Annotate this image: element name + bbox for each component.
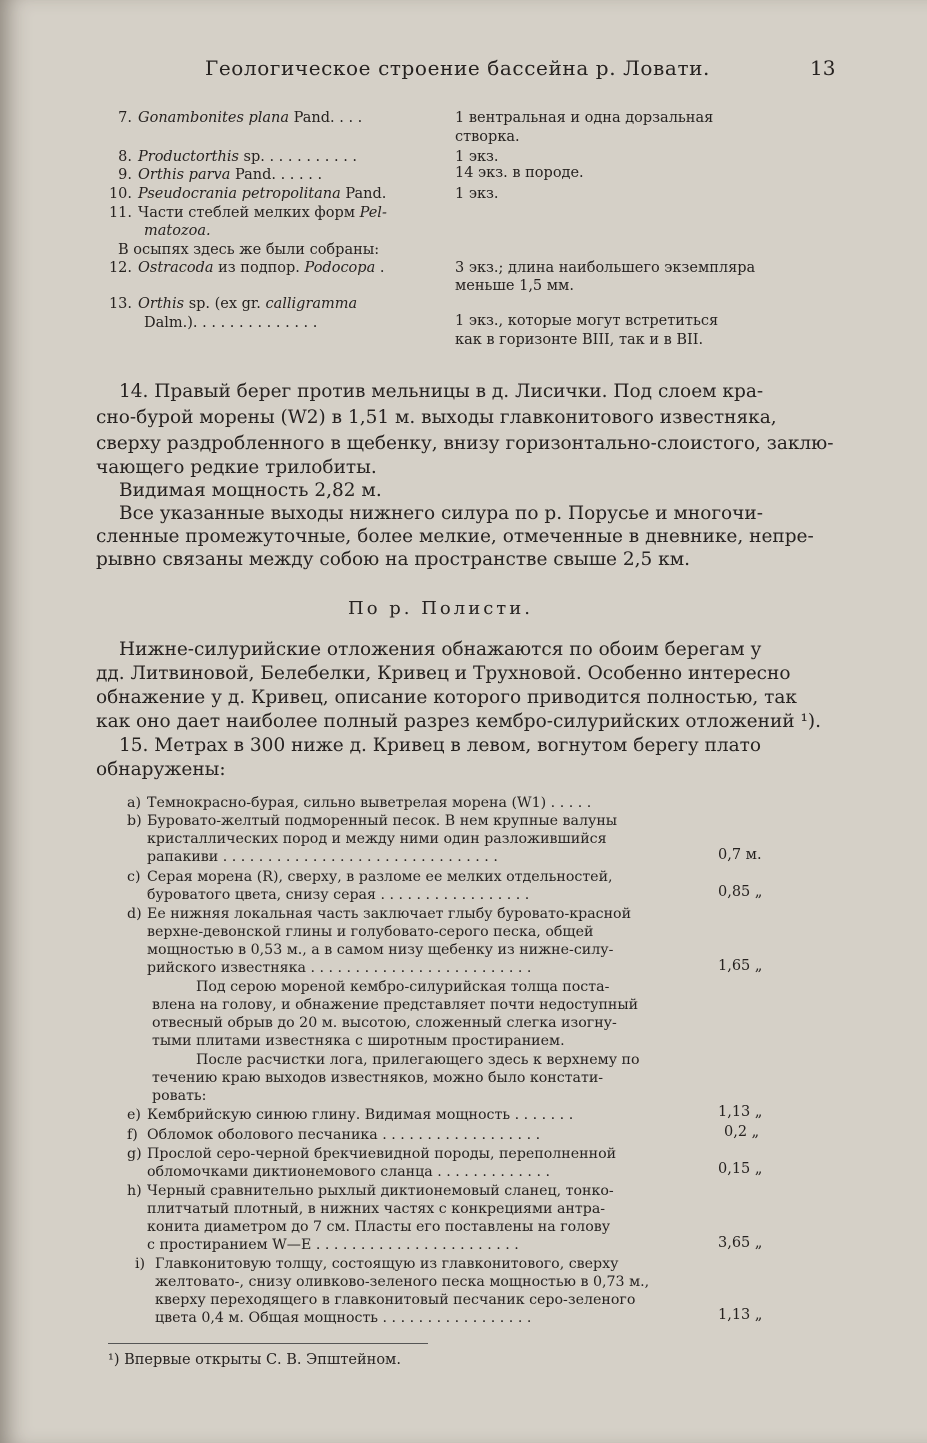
footnote: ¹) Впервые открыты С. В. Эпштейном. (108, 1352, 401, 1368)
profile-note-line: отвесный обрыв до 20 м. высотою, сложенный слегка изогну- (152, 1015, 617, 1031)
profile-note-line: Под серою мореной кембро-силурийская толща поста- (196, 979, 610, 995)
thickness-value: 1,13 „ (718, 1104, 763, 1120)
species-item: 9. Orthis parva Pand. . . . . . (118, 167, 323, 183)
body-line: обнажение у д. Кривец, описание которого приводится полностью, так (96, 687, 797, 708)
species-item-cont: matozoa. (144, 223, 211, 239)
body-line: Все указанные выходы нижнего силура по р. Порусье и многочи- (119, 503, 763, 524)
profile-line: плитчатый плотный, в нижних частях с конкрециями антра- (147, 1201, 606, 1217)
thickness-value: 0,85 „ (718, 884, 763, 900)
species-note: меньше 1,5 мм. (455, 278, 574, 294)
body-line: 15. Метрах в 300 ниже д. Кривец в левом, вогнутом берегу плато (119, 735, 762, 756)
thickness-value: 1,65 „ (718, 958, 763, 974)
profile-note-line: После расчистки лога, прилегающего здесь к верхнему по (196, 1052, 640, 1068)
body-line: чающего редкие трилобиты. (96, 457, 377, 478)
body-line: 14. Правый берег против мельницы в д. Лисички. Под слоем кра- (119, 381, 764, 402)
species-item: 13. Orthis sp. (ex gr. calligramma (108, 296, 358, 312)
species-note: 3 экз.; длина наибольшего экземпляра (455, 260, 756, 276)
profile-item: e) Кембрийскую синюю глину. Видимая мощность . . . . . . . (127, 1107, 574, 1123)
species-item: 8. Productorthis sp. . . . . . . . . . . (118, 149, 358, 165)
profile-line: обломочками диктионемового сланца . . . . . . . . . . . . . (147, 1164, 550, 1180)
species-item: 12. Ostracoda из подпор. Podocopa . (108, 260, 385, 276)
thickness-value: 0,2 „ (724, 1124, 760, 1140)
profile-note-line: влена на голову, и обнажение представляет почти недоступный (152, 997, 639, 1013)
body-line: рывно связаны между собою на пространстве свыше 2,5 км. (96, 549, 690, 570)
profile-note-line: течению краю выходов известняков, можно было констати- (152, 1070, 604, 1086)
body-line: сленные промежуточные, более мелкие, отмеченные в дневнике, непре- (96, 526, 814, 547)
thickness-value: 0,15 „ (718, 1161, 763, 1177)
profile-item: h) Черный сравнительно рыхлый диктионемовый сланец, тонко- (127, 1183, 614, 1199)
profile-item: a) Темнокрасно-бурая, сильно выветрелая морена (W1) . . . . . (127, 795, 592, 811)
species-note: 14 экз. в породе. (455, 165, 584, 181)
body-line: Нижне-силурийские отложения обнажаются по обоим берегам у (119, 639, 762, 660)
body-line: Видимая мощность 2,82 м. (119, 480, 382, 501)
thickness-value: 0,7 м. (718, 847, 762, 863)
species-intro: В осыпях здесь же были собраны: (118, 242, 380, 258)
profile-line: буроватого цвета, снизу серая . . . . . . . . . . . . . . . . . (147, 887, 530, 903)
profile-line: рийского известняка . . . . . . . . . . . . . . . . . . . . . . . . . (147, 960, 532, 976)
species-note: 1 экз. (455, 186, 499, 202)
profile-line: мощностью в 0,53 м., а в самом низу щебенку из нижне-силу- (147, 942, 614, 958)
thickness-value: 1,13 „ (718, 1307, 763, 1323)
profile-line: с простиранием W—E . . . . . . . . . . . . . . . . . . . . . . . (147, 1237, 519, 1253)
body-line: дд. Литвиновой, Белебелки, Кривец и Трухновой. Особенно интересно (96, 663, 791, 684)
body-line: как оно дает наиболее полный разрез кембро-силурийских отложений ¹). (96, 711, 821, 732)
species-note: 1 вентральная и одна дорзальная (455, 110, 714, 126)
profile-item: g) Прослой серо-черной брекчиевидной породы, переполненной (127, 1146, 617, 1162)
profile-line: конита диаметром до 7 см. Пласты его поставлены на голову (147, 1219, 611, 1235)
profile-note-line: тыми плитами известняка с широтным простиранием. (152, 1033, 565, 1049)
body-line: сверху раздробленного в щебенку, внизу горизонтально-слоистого, заклю- (96, 433, 834, 454)
footnote-rule (108, 1343, 428, 1344)
profile-item: b) Буровато-желтый подморенный песок. В нем крупные валуны (127, 813, 618, 829)
profile-line: цвета 0,4 м. Общая мощность . . . . . . . . . . . . . . . . . (155, 1310, 532, 1326)
profile-line: кристаллических пород и между ними один разложившийся (147, 831, 607, 847)
species-item: 10. Pseudocrania petropolitana Pand. (108, 186, 387, 202)
page-number: 13 (810, 56, 836, 80)
species-note: 1 экз., которые могут встретиться (455, 313, 719, 329)
species-item: 11. Части стеблей мелких форм Pel- (108, 205, 387, 221)
body-line: сно-бурой морены (W2) в 1,51 м. выходы главконитового известняка, (96, 407, 777, 428)
species-item: 7. Gonambonites plana Pand. . . . (118, 110, 363, 126)
profile-item: d) Ее нижняя локальная часть заключает глыбу буровато-красной (127, 906, 632, 922)
profile-item: c) Серая морена (R), сверху, в разломе ее мелких отдельностей, (127, 869, 613, 885)
profile-line: кверху переходящего в главконитовый песчаник серо-зеленого (155, 1292, 636, 1308)
profile-note-line: ровать: (152, 1088, 207, 1104)
body-line: обнаружены: (96, 759, 226, 780)
profile-item: i) Главконитовую толщу, состоящую из главконитового, сверху (135, 1256, 619, 1272)
profile-line: рапакиви . . . . . . . . . . . . . . . . . . . . . . . . . . . . . . . (147, 849, 498, 865)
profile-item: f) Обломок оболового песчаника . . . . . . . . . . . . . . . . . . (127, 1127, 541, 1143)
species-note: створка. (455, 129, 520, 145)
profile-line: желтовато-, снизу оливково-зеленого песка мощностью в 0,73 м., (155, 1274, 650, 1290)
thickness-value: 3,65 „ (718, 1235, 763, 1251)
species-item-cont: Dalm.). . . . . . . . . . . . . . (144, 315, 318, 331)
running-title: Геологическое строение бассейна р. Ловати. (205, 56, 710, 80)
section-title: По р. Полисти. (348, 598, 533, 619)
profile-line: верхне-девонской глины и голубовато-серого песка, общей (147, 924, 594, 940)
species-note: как в горизонте BIII, так и в BII. (455, 332, 704, 348)
species-note: 1 экз. (455, 149, 499, 165)
